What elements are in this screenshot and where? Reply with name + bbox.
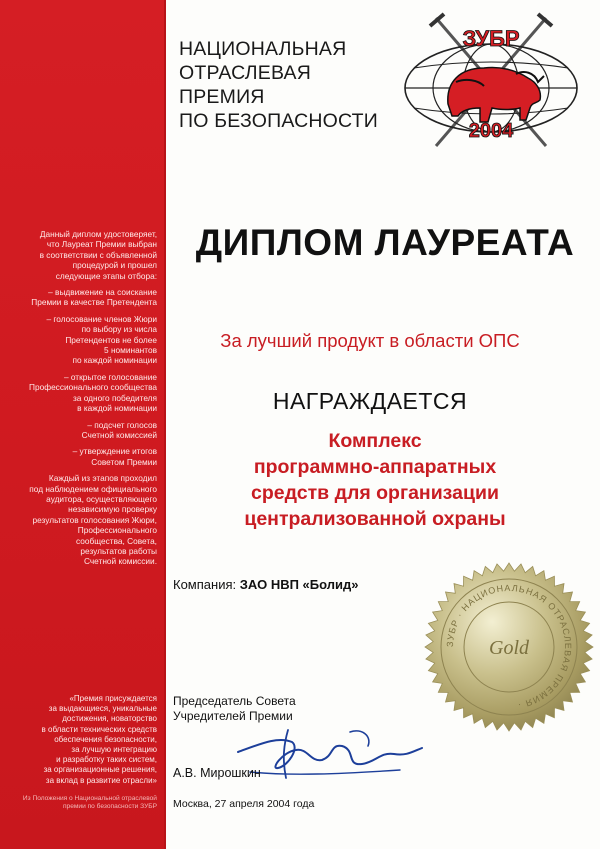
diploma-heading: ДИПЛОМ ЛАУРЕАТА (195, 222, 575, 263)
sidebar-quote (7, 694, 157, 792)
company-name: ЗАО НВП «Болид» (239, 577, 359, 592)
gold-foil-seal-icon (424, 562, 594, 732)
company-line (173, 577, 358, 592)
company-label: Компания: (173, 577, 237, 592)
place-date: Москва, 27 апреля 2004 года (173, 798, 315, 810)
stage-3: – открытое голосование Профессионального сообщества за одного победителя в каждой номинации (29, 371, 157, 414)
sidebar-intro (7, 229, 157, 573)
product-title: Комплекс программно-аппаратных средств для организации централизованной охраны (244, 430, 506, 530)
stage-2: – голосование членов Жюри по выбору из числа Претендентов не более 5 номинантов по каждой номинации (46, 313, 157, 366)
awarded-text: НАГРАЖДАЕТСЯ (272, 388, 468, 414)
chair-title: Председатель Совета Учредителей Премии (173, 694, 296, 723)
signer-name: А.В. Мирошкин (173, 766, 261, 780)
svg-text:Gold: Gold (489, 637, 529, 659)
stage-5: – утверждение итогов Советом Премии (72, 446, 157, 467)
audit-paragraph: Каждый из этапов проходил под наблюдением официального аудитора, осуществляющего независимую проверку результатов голосования Жюри, Профессионального сообщества, Совета, результатов работы Счетной комиссии. (29, 473, 157, 567)
bison-globe-swords-logo-icon (396, 12, 580, 152)
stage-4: – подсчет голосов Счетной комиссией (81, 419, 157, 440)
quote-paragraph: «Премия присуждается за выдающиеся, уникальные достижения, новаторство в области технических средств обеспечения безопасности, за лучшую интеграцию и разработку таких систем, за организационные решения, за вклад в развитие отрасли» (41, 694, 157, 785)
svg-text:2004: 2004 (468, 120, 514, 142)
svg-text:ЗУБР: ЗУБР (462, 26, 520, 51)
organization-title: НАЦИОНАЛЬНАЯ ОТРАСЛЕВАЯ ПРЕМИЯ ПО БЕЗОПАСНОСТИ (179, 38, 378, 132)
quote-source: Из Положения о Национальной отраслевой премии по безопасности ЗУБР (22, 795, 157, 810)
intro-paragraph: Данный диплом удостоверяет, что Лауреат Премии выбран в соответствии с объявленной процедурой и прошел следующие этапы отбора: (39, 229, 157, 281)
stage-1: – выдвижение на соискание Премии в качестве Претендента (31, 287, 157, 308)
nomination-text: За лучший продукт в области ОПС (220, 330, 520, 351)
svg-text:ЗУБР · НАЦИОНАЛЬНАЯ ОТРАСЛЕВАЯ: ЗУБР · НАЦИОНАЛЬНАЯ ОТРАСЛЕВАЯ ПРЕМИЯ · (444, 582, 574, 711)
